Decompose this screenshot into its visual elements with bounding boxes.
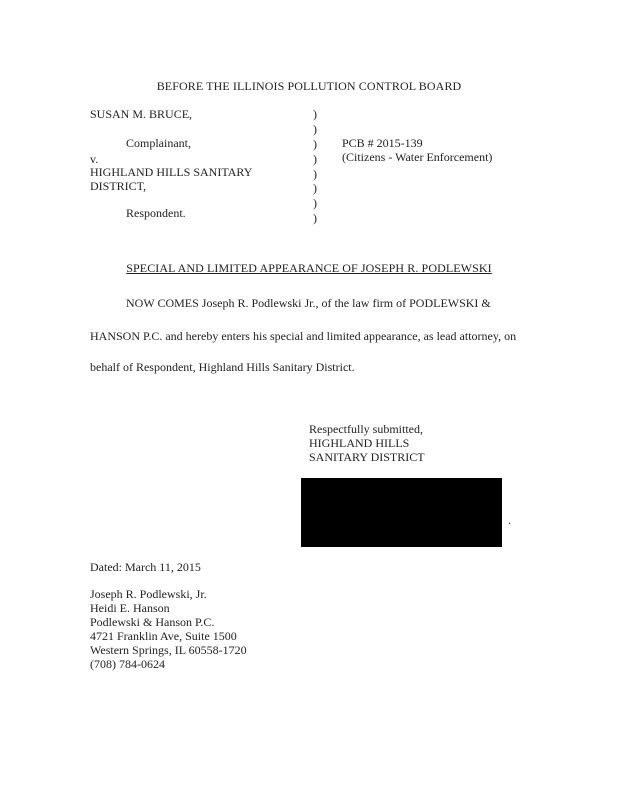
case-type: (Citizens - Water Enforcement)	[342, 150, 493, 164]
caption-paren: )	[313, 196, 317, 211]
body-line-1: NOW COMES Joseph R. Podlewski Jr., of the law firm of PODLEWSKI &	[126, 296, 491, 310]
caption-paren: )	[313, 181, 317, 196]
respondent-role: Respondent.	[126, 206, 186, 220]
case-number: PCB # 2015-139	[342, 136, 423, 150]
attorney-line: Joseph R. Podlewski, Jr.	[90, 587, 207, 601]
caption-divider	[313, 107, 317, 226]
caption-paren: )	[313, 136, 317, 151]
respondent-name-line2: DISTRICT,	[90, 179, 147, 193]
signature-closing: Respectfully submitted,	[309, 422, 423, 436]
board-heading: BEFORE THE ILLINOIS POLLUTION CONTROL BOARD	[156, 79, 462, 93]
signature-party-line2: SANITARY DISTRICT	[309, 450, 425, 464]
body-line-3: behalf of Respondent, Highland Hills Sanitary District.	[90, 360, 355, 374]
caption-paren: )	[313, 211, 317, 226]
body-line-2: HANSON P.C. and hereby enters his special and limited appearance, as lead attorney, on	[90, 329, 517, 343]
attorney-line: Podlewski & Hanson P.C.	[90, 615, 215, 629]
attorney-line: 4721 Franklin Ave, Suite 1500	[90, 629, 237, 643]
attorney-line: (708) 784-0624	[90, 657, 165, 671]
caption-paren: )	[313, 121, 317, 136]
signature-party-line1: HIGHLAND HILLS	[309, 436, 410, 450]
document-title: SPECIAL AND LIMITED APPEARANCE OF JOSEPH R. PODLEWSKI	[126, 261, 492, 275]
redacted-signature-block	[301, 478, 502, 547]
dated-line: Dated: March 11, 2015	[90, 560, 201, 574]
complainant-name: SUSAN M. BRUCE,	[90, 107, 193, 121]
respondent-name-line1: HIGHLAND HILLS SANITARY	[90, 165, 253, 179]
signature-trailing-mark: .	[508, 513, 511, 527]
attorney-line: Western Springs, IL 60558-1720	[90, 643, 247, 657]
caption-paren: )	[313, 107, 317, 121]
complainant-role: Complainant,	[126, 136, 191, 150]
versus-label: v.	[90, 152, 99, 166]
caption-paren: )	[313, 151, 317, 166]
caption-paren: )	[313, 166, 317, 181]
attorney-line: Heidi E. Hanson	[90, 601, 170, 615]
